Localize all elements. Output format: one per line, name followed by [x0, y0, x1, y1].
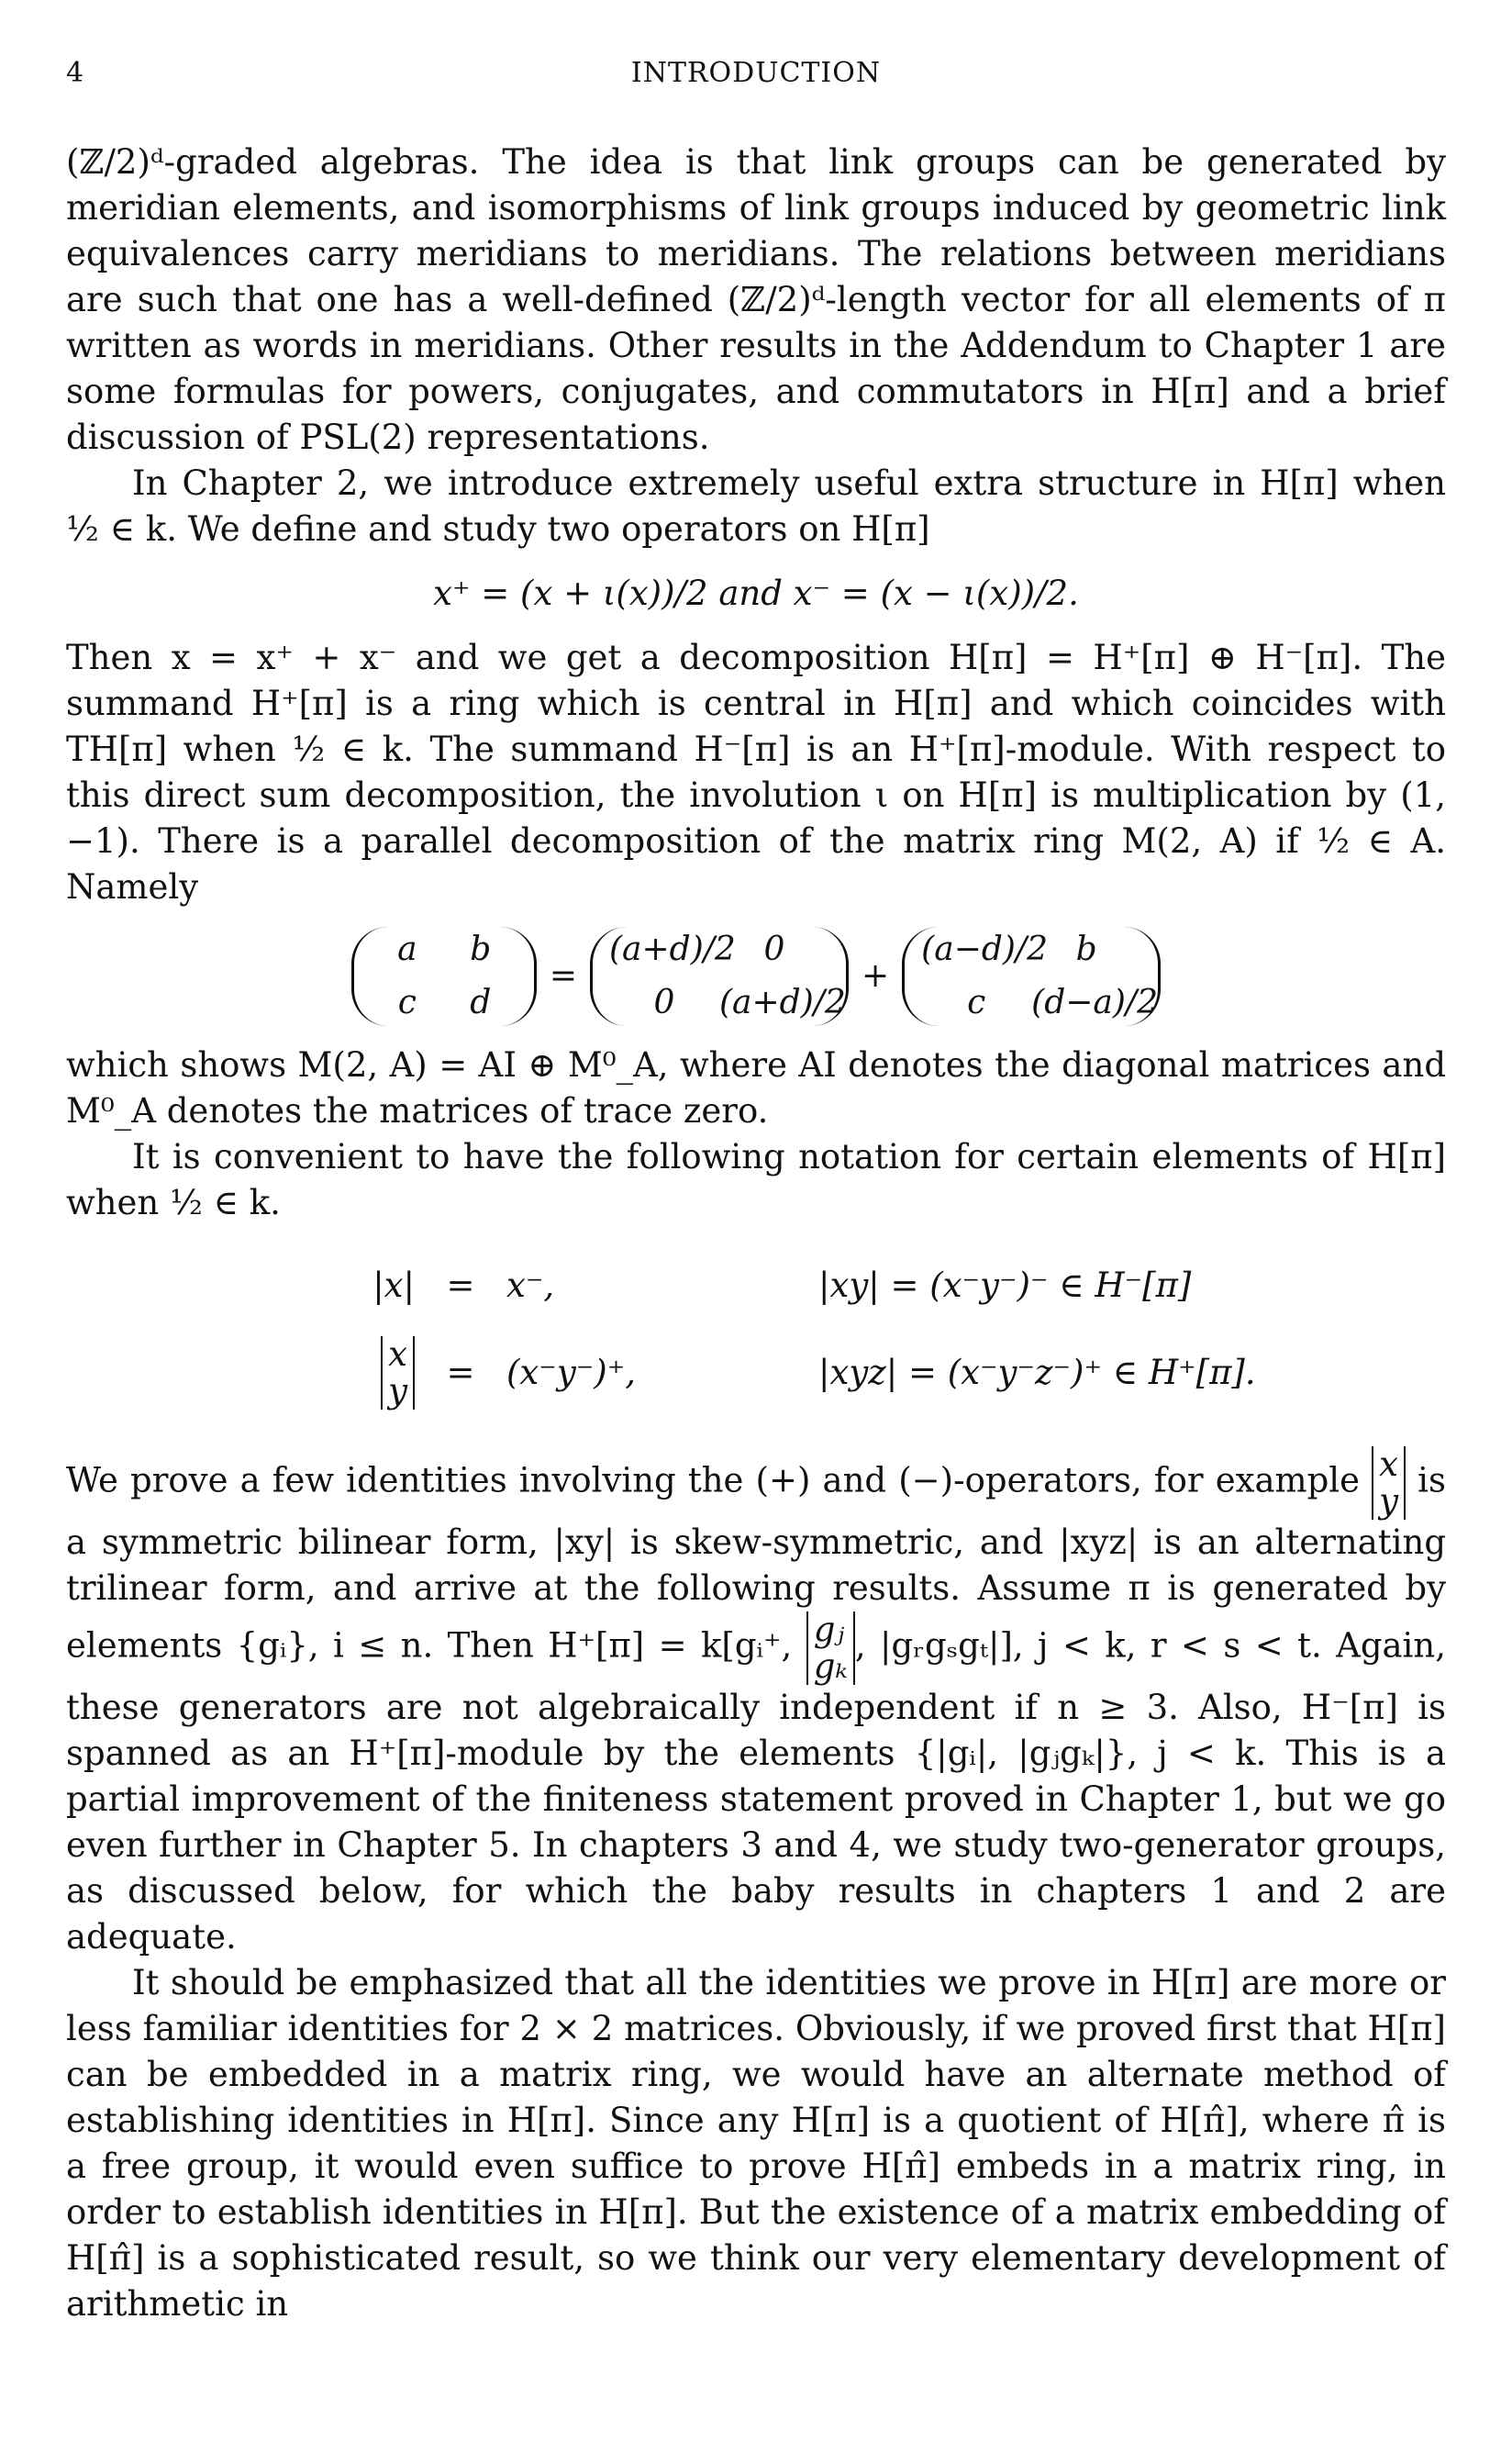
matrix-diagonal: [590, 927, 849, 1026]
matrix-trace-zero: [902, 927, 1161, 1026]
paragraph-6-b: is a symmetric bilinear form, |xy| is skew-symmetric, and |xyz| is an alternating trilinear form, and arrive at the following results. Assume π is generated by elements {gᵢ}, i ≤ n. Then H⁺[π] = k[gᵢ⁺,: [66, 1460, 1446, 1666]
matrix-cell: d: [470, 984, 492, 1021]
equation-operators: x⁺ = (x + ι(x))/2 and x⁻ = (x − ι(x))/2.: [433, 574, 1079, 613]
paragraph-4: which shows M(2, A) = AI ⊕ M⁰_A, where AI denotes the diagonal matrices and M⁰_A denotes the matrices of trace zero.: [66, 1045, 1446, 1131]
matrix-cell: 0: [763, 931, 785, 968]
matrix-cell: b: [1075, 931, 1097, 968]
stack-top: x: [388, 1334, 407, 1374]
matrix-cell: (a−d)/2: [921, 931, 1048, 968]
notation-rhs: x⁻,: [506, 1266, 555, 1305]
notation-right: |xy| = (x⁻y⁻)⁻ ∈ H⁻[π]: [818, 1266, 1192, 1305]
matrix-cell: (a+d)/2: [719, 984, 846, 1021]
matrix-cell: (d−a)/2: [1031, 984, 1158, 1021]
notation-eq: =: [446, 1266, 475, 1305]
matrix-abcd: [351, 927, 537, 1026]
notation-right: |xyz| = (x⁻y⁻z⁻)⁺ ∈ H⁺[π].: [818, 1353, 1256, 1392]
body-text: [66, 139, 1446, 2327]
paragraph-7: It should be emphasized that all the identities we prove in H[π] are more or less familiar identities for 2 × 2 matrices. Obviously, if we proved first that H[π] can be embedded in a matrix ring, we would have an alternate method of establishing identities in H[π]. Since any H[π] is a quotient of H[π̂], where π̂ is a free group, it would even suffice to prove H[π̂] embeds in a matrix ring, in order to establish identities in H[π]. But the existence of a matrix embedding of H[π̂] is a sophisticated result, so we think our very elementary development of arithmetic in: [66, 1963, 1446, 2324]
notation-block: [66, 1263, 1446, 1410]
paragraph-5: It is convenient to have the following notation for certain elements of H[π] when ½ ∈ k.: [66, 1137, 1446, 1222]
page-header: [66, 57, 1446, 94]
running-head: INTRODUCTION: [630, 57, 882, 89]
equals-sign: =: [549, 957, 577, 995]
notation-eq: =: [446, 1353, 475, 1392]
page-number: 4: [66, 57, 84, 89]
paragraph-6-c: , |gᵣgₛgₜ|], j < k, r < s < t. Again, these generators are not algebraically independent if n ≥ 3. Also, H⁻[π] is spanned as an H⁺[π]-module by the elements {|gᵢ|, |gⱼgₖ|}, j < k. This is a partial improvement of the finiteness statement proved in Chapter 1, but we go even further in Chapter 5. In chapters 3 and 4, we study two-generator groups, as discussed below, for which the baby results in chapters 1 and 2 are adequate.: [66, 1625, 1446, 1957]
paragraph-3: Then x = x⁺ + x⁻ and we get a decomposition H[π] = H⁺[π] ⊕ H⁻[π]. The summand H⁺[π] is a ring which is central in H[π] and which coincides with TH[π] when ½ ∈ k. The summand H⁻[π] is an H⁺[π]-module. With respect to this direct sum decomposition, the involution ι on H[π] is multiplication by (1, −1). There is a parallel decomposition of the matrix ring M(2, A) if ½ ∈ A. Namely: [66, 638, 1446, 907]
matrix-cell: 0: [653, 984, 675, 1021]
stack-bottom: y: [1379, 1481, 1399, 1521]
notation-lhs: |x|: [372, 1266, 415, 1305]
stacked-xy: [1372, 1446, 1406, 1520]
paragraph-6: [66, 1446, 1446, 1960]
stacked-gjgk: [806, 1611, 855, 1685]
plus-sign: +: [862, 957, 890, 995]
paragraph-2: In Chapter 2, we introduce extremely useful extra structure in H[π] when ½ ∈ k. We define and study two operators on H[π]: [66, 463, 1446, 549]
stack-bottom: gₖ: [813, 1646, 848, 1686]
notation-row-2: [66, 1336, 1446, 1410]
notation-lhs: [66, 1336, 442, 1410]
stack-bottom: y: [388, 1371, 407, 1411]
stacked-bars: [381, 1336, 415, 1410]
matrix-cell: c: [967, 984, 986, 1021]
matrix-cell: c: [397, 984, 417, 1021]
paragraph-1: (ℤ/2)ᵈ-graded algebras. The idea is that link groups can be generated by meridian elements, and isomorphisms of link groups induced by geometric link equivalences carry meridians to meridians. The relations between meridians are such that one has a well-defined (ℤ/2)ᵈ-length vector for all elements of π written as words in meridians. Other results in the Addendum to Chapter 1 are some formulas for powers, conjugates, and commutators in H[π] and a brief discussion of PSL(2) representations.: [66, 142, 1446, 457]
matrix-cell: (a+d)/2: [609, 931, 736, 968]
matrix-decomposition: [66, 927, 1446, 1026]
stack-top: gⱼ: [813, 1610, 845, 1649]
notation-rhs: (x⁻y⁻)⁺,: [506, 1353, 636, 1392]
paragraph-6-a: We prove a few identities involving the (+) and (−)-operators, for example: [66, 1460, 1361, 1500]
matrix-cell: a: [397, 931, 417, 968]
stack-top: x: [1379, 1444, 1399, 1484]
matrix-cell: b: [470, 931, 492, 968]
notation-row-1: [66, 1263, 1446, 1309]
